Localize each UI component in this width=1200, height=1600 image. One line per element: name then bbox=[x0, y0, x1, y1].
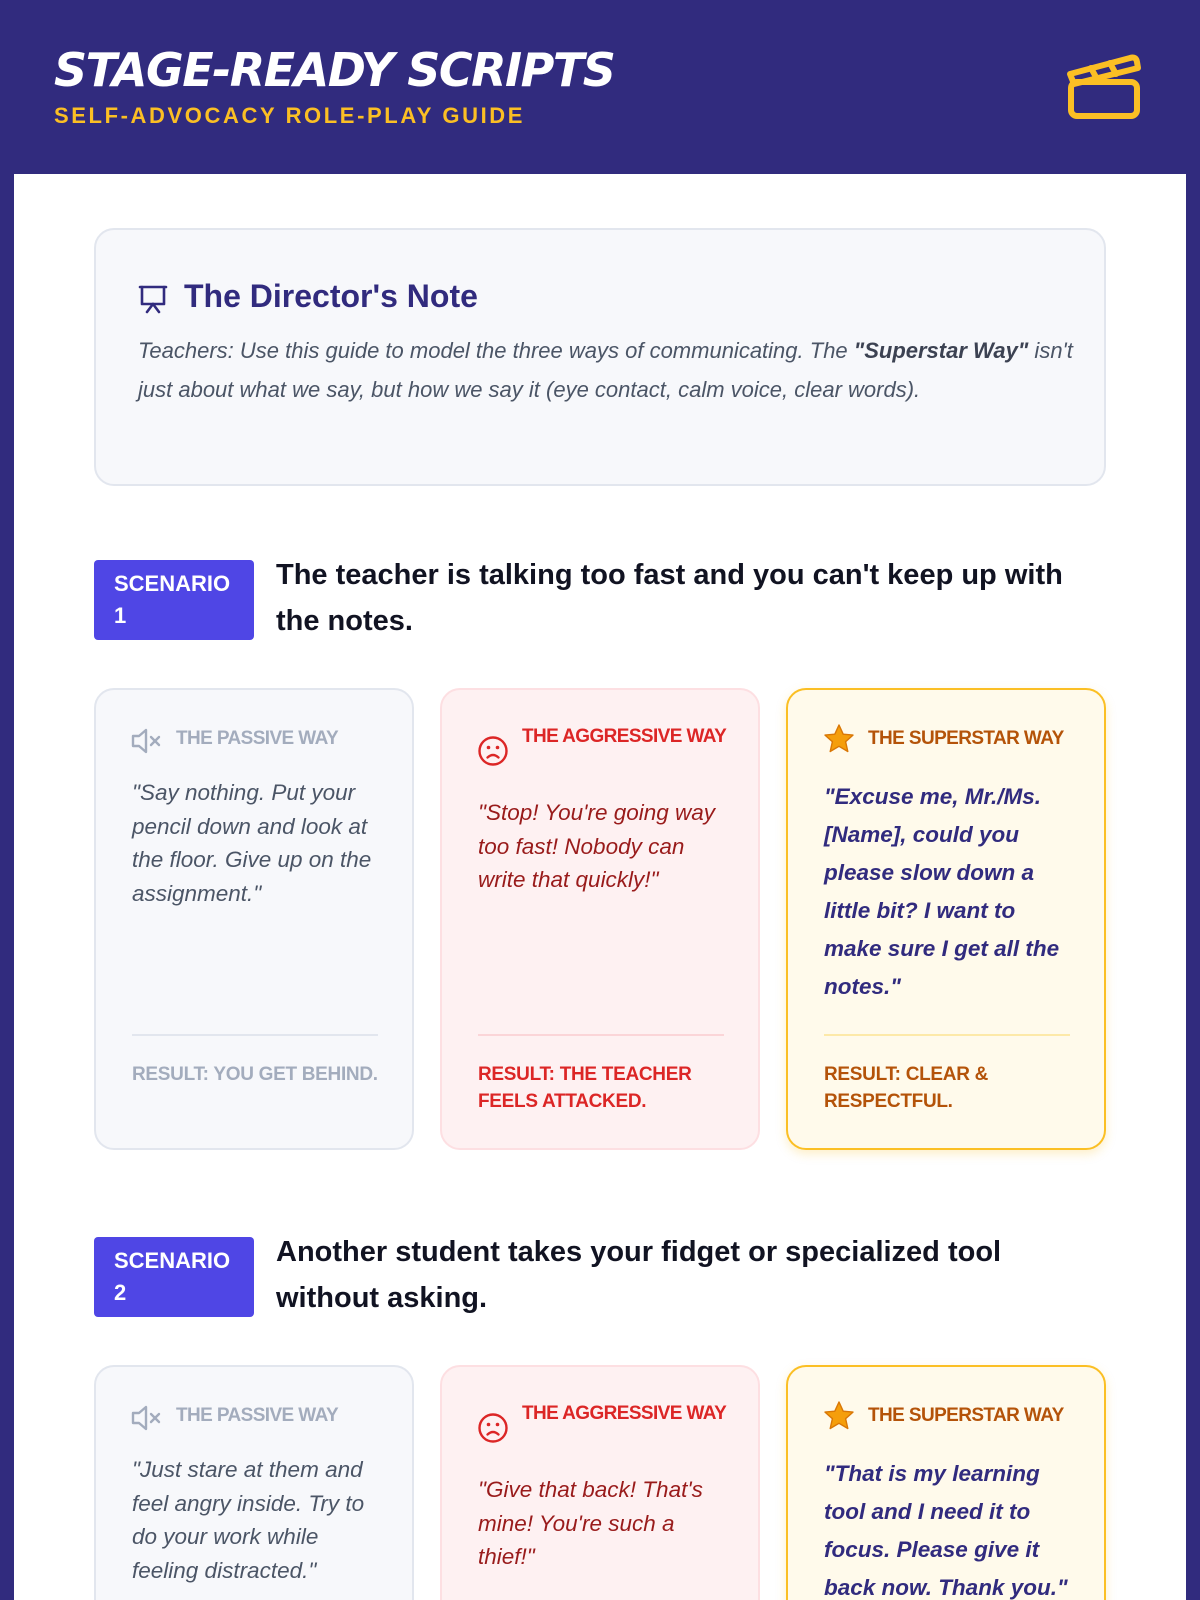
passive-card bbox=[94, 688, 414, 1150]
superstar-result: RESULT: CLEAR & RESPECTFUL. bbox=[824, 1064, 989, 1112]
superstar-card bbox=[786, 1365, 1106, 1600]
aggressive-card bbox=[440, 688, 760, 1150]
note-title: The Director's Note bbox=[184, 278, 478, 314]
passive-card bbox=[94, 1365, 414, 1600]
muted-speaker-icon bbox=[130, 1401, 164, 1435]
scenario-badge-number: 2 bbox=[114, 1280, 127, 1305]
aggressive-quote: "Give that back! That's mine! You're such a thief!" bbox=[478, 1477, 703, 1569]
aggressive-label: THE AGGRESSIVE WAY bbox=[522, 1403, 727, 1424]
passive-quote: "Say nothing. Put your pencil down and look at the floor. Give up on the assignment." bbox=[132, 780, 372, 906]
star-icon bbox=[822, 722, 856, 756]
aggressive-quote: "Stop! You're going way too fast! Nobody can write that quickly!" bbox=[478, 800, 716, 892]
directors-note bbox=[94, 228, 1106, 486]
page-title: STAGE-READY SCRIPTS bbox=[54, 43, 615, 97]
card-divider bbox=[824, 1034, 1070, 1036]
passive-label: THE PASSIVE WAY bbox=[176, 1405, 339, 1426]
superstar-card bbox=[786, 688, 1106, 1150]
note-body-text-end: isn't just about what we say, but how we say it (eye contact, calm voice, clear words). bbox=[138, 338, 1073, 402]
content-sheet bbox=[14, 174, 1186, 1600]
superstar-label: THE SUPERSTAR WAY bbox=[868, 1405, 1064, 1426]
scenario-badge-word: SCENARIO bbox=[114, 1248, 231, 1273]
page-header bbox=[0, 0, 1200, 174]
frown-face-icon bbox=[476, 1411, 510, 1445]
scenario-badge bbox=[94, 560, 254, 640]
passive-label: THE PASSIVE WAY bbox=[176, 728, 339, 749]
superstar-quote: "That is my learning tool and I need it to focus. Please give it back now. Thank you." bbox=[824, 1461, 1068, 1600]
card-divider bbox=[478, 1034, 724, 1036]
superstar-quote: "Excuse me, Mr./Ms. [Name], could you please slow down a little bit? I want to make sure I get all the notes." bbox=[824, 784, 1060, 999]
muted-speaker-icon bbox=[130, 724, 164, 758]
superstar-label: THE SUPERSTAR WAY bbox=[868, 728, 1064, 749]
presentation-board-icon bbox=[138, 284, 168, 314]
aggressive-result: RESULT: THE TEACHER FEELS ATTACKED. bbox=[478, 1064, 692, 1112]
passive-result: RESULT: YOU GET BEHIND. bbox=[132, 1064, 378, 1085]
scenario-title: The teacher is talking too fast and you can't keep up with the notes. bbox=[276, 559, 1063, 637]
note-body-text: Teachers: Use this guide to model the three ways of communicating. The bbox=[138, 338, 854, 363]
note-body-emphasis: "Superstar Way" bbox=[853, 338, 1029, 363]
scenario-title: Another student takes your fidget or specialized tool without asking. bbox=[276, 1236, 1002, 1314]
frown-face-icon bbox=[476, 734, 510, 768]
aggressive-card bbox=[440, 1365, 760, 1600]
scenario-badge-number: 1 bbox=[114, 603, 127, 628]
clapperboard-icon bbox=[1066, 48, 1144, 122]
card-divider bbox=[132, 1034, 378, 1036]
scenario-badge-word: SCENARIO bbox=[114, 571, 231, 596]
star-icon bbox=[822, 1399, 856, 1433]
page-subtitle: SELF-ADVOCACY ROLE-PLAY GUIDE bbox=[54, 103, 526, 128]
note-body bbox=[138, 332, 1078, 409]
scenario-badge bbox=[94, 1237, 254, 1317]
passive-quote: "Just stare at them and feel angry inside. Try to do your work while feeling distracted." bbox=[132, 1457, 365, 1583]
aggressive-label: THE AGGRESSIVE WAY bbox=[522, 726, 727, 747]
